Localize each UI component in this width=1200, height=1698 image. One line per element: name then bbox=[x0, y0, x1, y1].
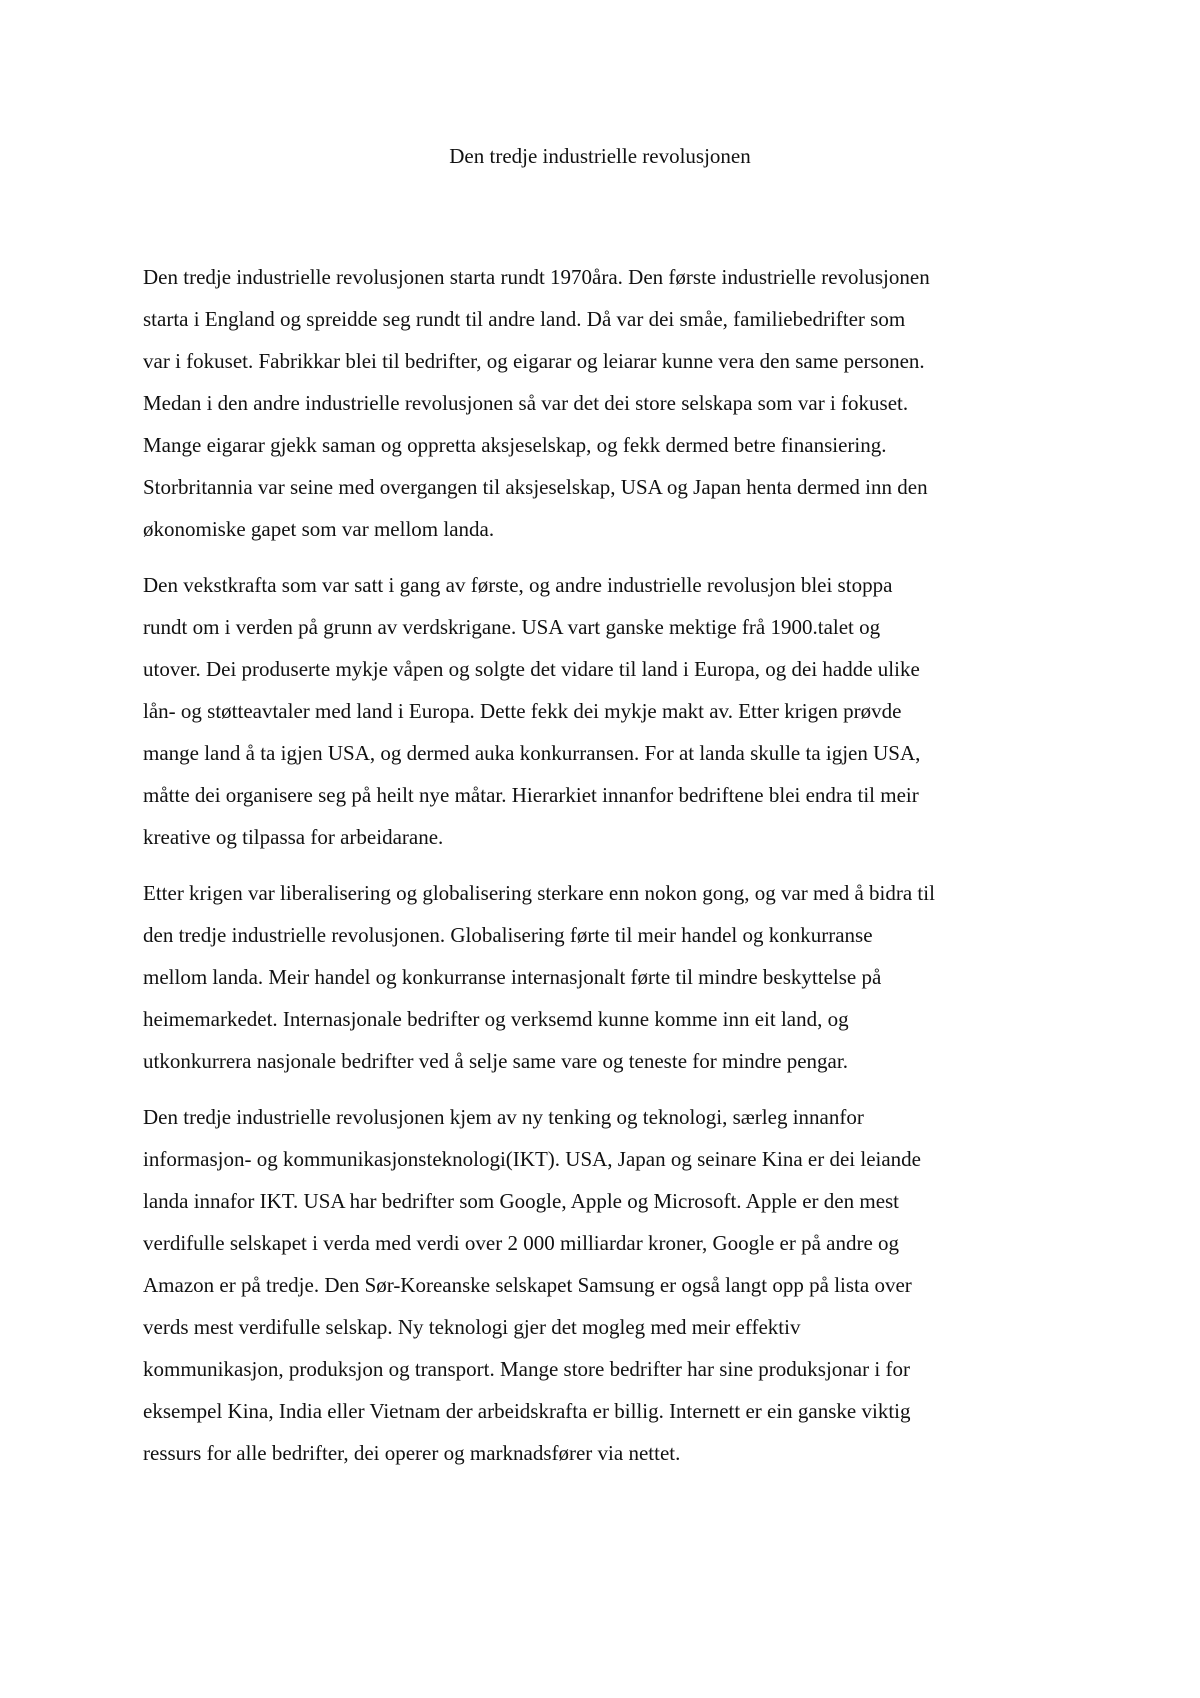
text-line: mange land å ta igjen USA, og dermed auka konkurransen. For at landa skulle ta igjen USA, bbox=[143, 741, 921, 765]
text-line: Den vekstkrafta som var satt i gang av første, og andre industrielle revolusjon blei stoppa bbox=[143, 573, 893, 597]
text-line: kreative og tilpassa for arbeidarane. bbox=[143, 825, 444, 849]
text-line: mellom landa. Meir handel og konkurranse internasjonalt førte til mindre beskyttelse på bbox=[143, 965, 882, 989]
text-line: starta i England og spreidde seg rundt til andre land. Då var dei småe, familiebedrifter som bbox=[143, 307, 906, 331]
text-line: utover. Dei produserte mykje våpen og solgte det vidare til land i Europa, og dei hadde ulike bbox=[143, 657, 920, 681]
text-line: den tredje industrielle revolusjonen. Globalisering førte til meir handel og konkurranse bbox=[143, 923, 873, 947]
text-line: Den tredje industrielle revolusjonen starta rundt 1970åra. Den første industrielle revolusjonen bbox=[143, 265, 930, 289]
text-line: kommunikasjon, produksjon og transport. Mange store bedrifter har sine produksjonar i for bbox=[143, 1357, 910, 1381]
text-line: landa innafor IKT. USA har bedrifter som Google, Apple og Microsoft. Apple er den mest bbox=[143, 1189, 900, 1213]
paragraph-3 bbox=[143, 872, 1073, 1082]
text-line: utkonkurrera nasjonale bedrifter ved å selje same vare og teneste for mindre pengar. bbox=[143, 1049, 848, 1073]
text-line: Storbritannia var seine med overgangen til aksjeselskap, USA og Japan henta dermed inn den bbox=[143, 475, 928, 499]
paragraph-2 bbox=[143, 564, 1073, 858]
text-line: Etter krigen var liberalisering og globalisering sterkare enn nokon gong, og var med å bidra til bbox=[143, 881, 935, 905]
text-line: Medan i den andre industrielle revolusjonen så var det dei store selskapa som var i fokuset. bbox=[143, 391, 909, 415]
text-line: Mange eigarar gjekk saman og oppretta aksjeselskap, og fekk dermed betre finansiering. bbox=[143, 433, 887, 457]
text-line: lån- og støtteavtaler med land i Europa. Dette fekk dei mykje makt av. Etter krigen prøvde bbox=[143, 699, 902, 723]
paragraph-1 bbox=[143, 256, 1073, 550]
text-line: ressurs for alle bedrifter, dei operer og marknadsfører via nettet. bbox=[143, 1441, 681, 1465]
text-line: Amazon er på tredje. Den Sør-Koreanske selskapet Samsung er også langt opp på lista over bbox=[143, 1273, 912, 1297]
document-title: Den tredje industrielle revolusjonen bbox=[449, 144, 751, 168]
document-body bbox=[143, 256, 1073, 1488]
paragraph-4 bbox=[143, 1096, 1073, 1474]
text-line: økonomiske gapet som var mellom landa. bbox=[143, 517, 495, 541]
text-line: verds mest verdifulle selskap. Ny teknologi gjer det mogleg med meir effektiv bbox=[143, 1315, 801, 1339]
text-line: heimemarkedet. Internasjonale bedrifter og verksemd kunne komme inn eit land, og bbox=[143, 1007, 849, 1031]
text-line: måtte dei organisere seg på heilt nye måtar. Hierarkiet innanfor bedriftene blei endra til meir bbox=[143, 783, 919, 807]
text-line: rundt om i verden på grunn av verdskrigane. USA vart ganske mektige frå 1900.talet og bbox=[143, 615, 881, 639]
text-line: verdifulle selskapet i verda med verdi over 2 000 milliardar kroner, Google er på andre og bbox=[143, 1231, 900, 1255]
text-line: Den tredje industrielle revolusjonen kjem av ny tenking og teknologi, særleg innanfor bbox=[143, 1105, 864, 1129]
text-line: eksempel Kina, India eller Vietnam der arbeidskrafta er billig. Internett er ein ganske viktig bbox=[143, 1399, 911, 1423]
text-line: informasjon- og kommunikasjonsteknologi(IKT). USA, Japan og seinare Kina er dei leiande bbox=[143, 1147, 921, 1171]
text-line: var i fokuset. Fabrikkar blei til bedrifter, og eigarar og leiarar kunne vera den same personen. bbox=[143, 349, 925, 373]
